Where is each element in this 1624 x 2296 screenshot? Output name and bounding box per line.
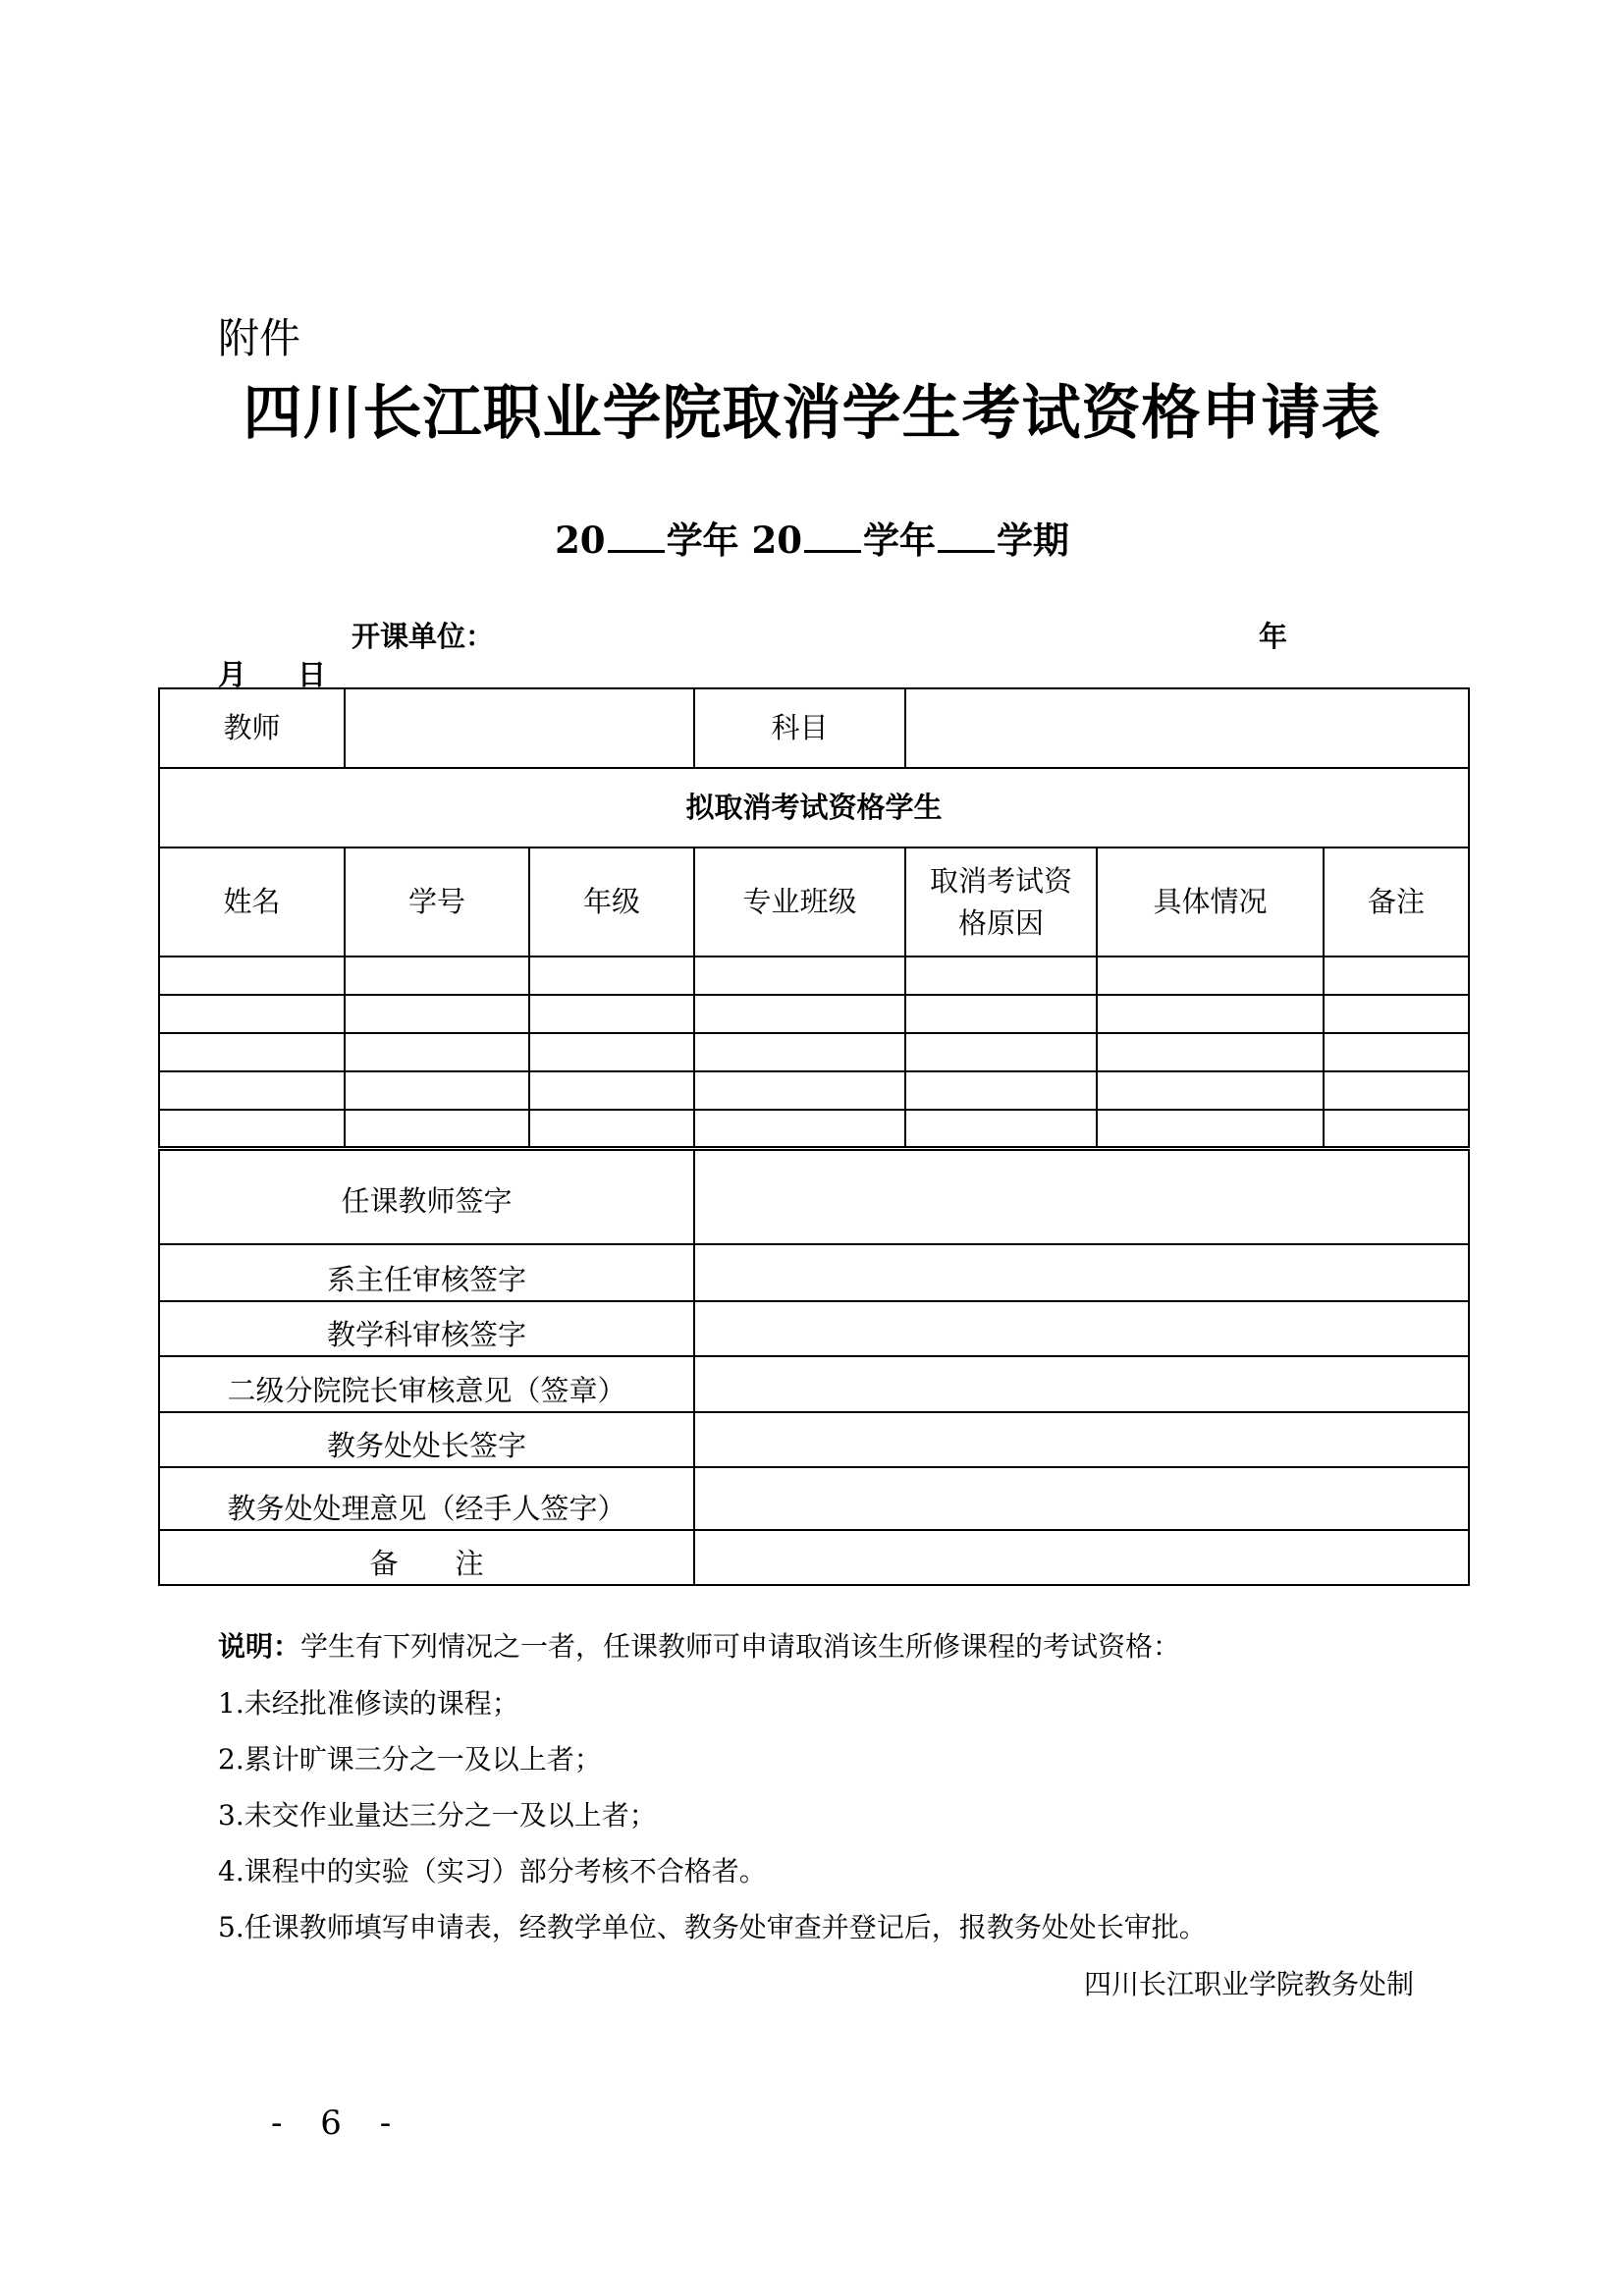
note-item: 1.未经批准修读的课程； xyxy=(218,1687,519,1720)
cell[interactable] xyxy=(694,995,905,1033)
cell[interactable] xyxy=(159,1110,345,1148)
table-row xyxy=(159,1110,1469,1148)
note-item: 3.未交作业量达三分之一及以上者； xyxy=(218,1799,657,1831)
col-header-major-class: 专业班级 xyxy=(694,847,905,957)
cell[interactable] xyxy=(694,1071,905,1110)
term-line xyxy=(0,511,1624,564)
signature-row xyxy=(159,1530,1469,1585)
col-header-name: 姓名 xyxy=(159,847,345,957)
table-row xyxy=(159,957,1469,995)
notes-intro xyxy=(218,1625,1180,1665)
note-item: 5.任课教师填写申请表，经教学单位、教务处审查并登记后，报教务处处长审批。 xyxy=(218,1911,1207,1943)
signature-label-teacher: 任课教师签字 xyxy=(159,1148,694,1244)
signature-row xyxy=(159,1412,1469,1467)
cell[interactable] xyxy=(1097,1110,1324,1148)
notes-label: 说明： xyxy=(218,1630,301,1663)
cell[interactable] xyxy=(159,995,345,1033)
signature-row xyxy=(159,1301,1469,1356)
cell[interactable] xyxy=(1097,1033,1324,1071)
signature-label-teaching-section: 教学科审核签字 xyxy=(159,1301,694,1356)
cell[interactable] xyxy=(159,1033,345,1071)
column-header-row xyxy=(159,847,1469,957)
signature-field-dept-head[interactable] xyxy=(694,1244,1469,1301)
cell[interactable] xyxy=(905,957,1097,995)
cell[interactable] xyxy=(905,1071,1097,1110)
application-table xyxy=(158,687,1470,1586)
teacher-label: 教师 xyxy=(159,688,345,768)
day-label: 日 xyxy=(298,658,327,691)
cell[interactable] xyxy=(345,1110,529,1148)
cell[interactable] xyxy=(1324,957,1469,995)
signature-field-academic-office[interactable] xyxy=(694,1467,1469,1530)
signature-label-academic-office: 教务处处理意见（经手人签字） xyxy=(159,1467,694,1530)
cell[interactable] xyxy=(345,995,529,1033)
signature-label-remarks: 备 注 xyxy=(159,1530,694,1585)
term-xuenian-2: 学年 xyxy=(862,519,936,562)
cell[interactable] xyxy=(1324,1110,1469,1148)
term-xuenian-1: 学年 20 xyxy=(666,519,802,562)
term-prefix: 20 xyxy=(555,519,606,562)
signature-row xyxy=(159,1244,1469,1301)
cell[interactable] xyxy=(905,1033,1097,1071)
section-title: 拟取消考试资格学生 xyxy=(159,768,1469,847)
table-row xyxy=(159,1071,1469,1110)
col-header-details: 具体情况 xyxy=(1097,847,1324,957)
term-blank-2[interactable] xyxy=(804,520,861,553)
signature-label-academic-director: 教务处处长签字 xyxy=(159,1412,694,1467)
term-blank-1[interactable] xyxy=(608,520,665,553)
attachment-label: 附件 xyxy=(218,314,301,362)
cell[interactable] xyxy=(694,957,905,995)
cell[interactable] xyxy=(529,995,694,1033)
signature-field-teaching-section[interactable] xyxy=(694,1301,1469,1356)
table-row xyxy=(159,1033,1469,1071)
cell[interactable] xyxy=(529,1071,694,1110)
col-header-grade: 年级 xyxy=(529,847,694,957)
note-item: 2.累计旷课三分之一及以上者； xyxy=(218,1743,602,1776)
cell[interactable] xyxy=(529,957,694,995)
cell[interactable] xyxy=(529,1033,694,1071)
cell[interactable] xyxy=(1324,995,1469,1033)
cell[interactable] xyxy=(1097,957,1324,995)
subject-label: 科目 xyxy=(694,688,905,768)
signature-field-branch-dean[interactable] xyxy=(694,1356,1469,1412)
signature-label-dept-head: 系主任审核签字 xyxy=(159,1244,694,1301)
note-item: 4.课程中的实验（实习）部分考核不合格者。 xyxy=(218,1855,767,1887)
cell[interactable] xyxy=(1097,995,1324,1033)
cell[interactable] xyxy=(1097,1071,1324,1110)
signature-field-academic-director[interactable] xyxy=(694,1412,1469,1467)
teacher-field[interactable] xyxy=(345,688,694,768)
term-xueqi: 学期 xyxy=(996,519,1069,562)
signature-row xyxy=(159,1356,1469,1412)
year-label: 年 xyxy=(1259,620,1288,653)
cell[interactable] xyxy=(345,1033,529,1071)
subject-field[interactable] xyxy=(905,688,1469,768)
cell[interactable] xyxy=(529,1110,694,1148)
page-number: - 6 - xyxy=(271,2104,406,2143)
col-header-student-id: 学号 xyxy=(345,847,529,957)
cell[interactable] xyxy=(345,1071,529,1110)
table-row xyxy=(159,995,1469,1033)
unit-label: 开课单位： xyxy=(352,620,495,653)
cell[interactable] xyxy=(159,1071,345,1110)
notes-intro-text: 学生有下列情况之一者，任课教师可申请取消该生所修课程的考试资格： xyxy=(300,1630,1181,1663)
cell[interactable] xyxy=(694,1033,905,1071)
col-header-reason: 取消考试资格原因 xyxy=(905,847,1097,957)
form-title: 四川长江职业学院取消学生考试资格申请表 xyxy=(243,379,1381,448)
issuer: 四川长江职业学院教务处制 xyxy=(1083,1968,1414,2000)
cell[interactable] xyxy=(159,957,345,995)
cell[interactable] xyxy=(694,1110,905,1148)
term-blank-3[interactable] xyxy=(938,520,995,553)
month-label: 月 xyxy=(218,658,247,691)
col-header-remarks: 备注 xyxy=(1324,847,1469,957)
cell[interactable] xyxy=(1324,1071,1469,1110)
signature-field-teacher[interactable] xyxy=(694,1148,1469,1244)
cell[interactable] xyxy=(905,1110,1097,1148)
signature-row xyxy=(159,1467,1469,1530)
cell[interactable] xyxy=(1324,1033,1469,1071)
cell[interactable] xyxy=(345,957,529,995)
cell[interactable] xyxy=(905,995,1097,1033)
signature-field-remarks[interactable] xyxy=(694,1530,1469,1585)
signature-row xyxy=(159,1148,1469,1244)
signature-label-branch-dean: 二级分院院长审核意见（签章） xyxy=(159,1356,694,1412)
